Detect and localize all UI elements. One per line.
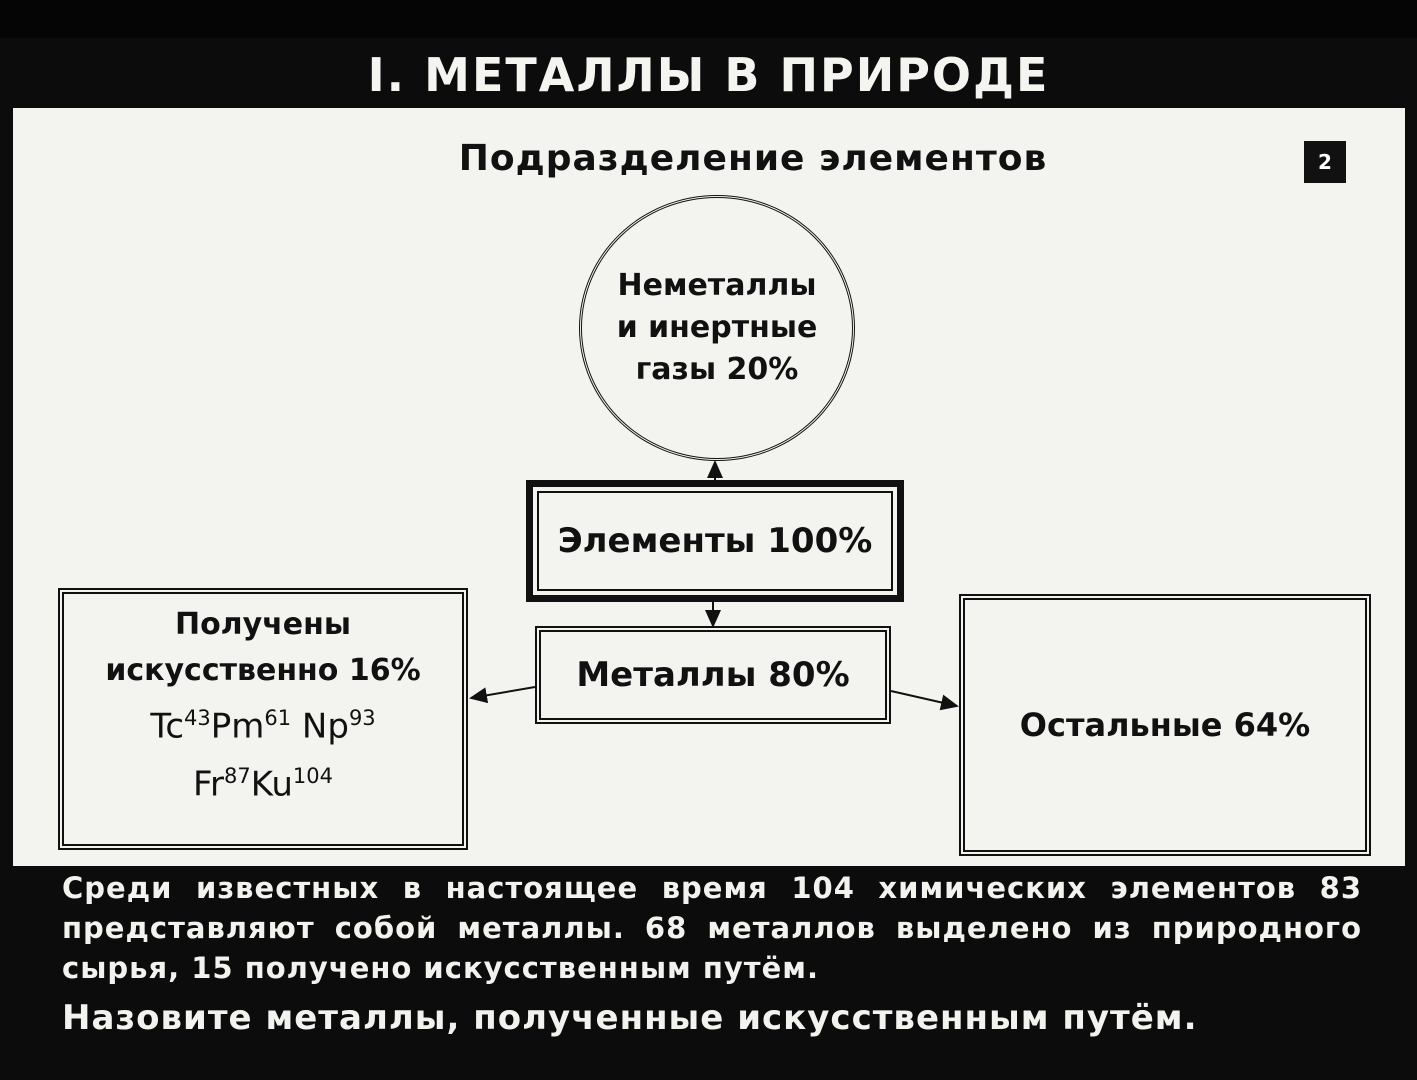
atomic-number: 104 (292, 764, 334, 789)
elements-box (526, 480, 904, 602)
element-symbol: Fr (192, 764, 225, 805)
nonmetals-label-line1: Неметаллы (617, 268, 817, 303)
slide-number-badge: 2 (1304, 141, 1346, 183)
element-formula-row1 (150, 706, 375, 746)
metals-box (535, 626, 891, 724)
nonmetals-label-line3: газы 20% (635, 352, 799, 387)
diagram-panel (13, 108, 1405, 866)
description-text: Среди известных в настоящее время 104 химических элементов 83 представляют собой металлы. 68 металлов выделено из природного сырья, 15 получено искусственным путём. (62, 871, 1362, 985)
artificial-label (105, 602, 420, 694)
atomic-number: 61 (264, 706, 292, 730)
artificial-metals-box (58, 588, 468, 850)
artificial-label-line2: искусственно 16% (105, 653, 421, 688)
atomic-number: 87 (224, 764, 251, 789)
element-symbol: Tc (150, 706, 185, 747)
atomic-number: 93 (348, 706, 376, 730)
slide-title: I. МЕТАЛЛЫ В ПРИРОДЕ (367, 48, 1050, 102)
element-symbol: Np (301, 706, 349, 747)
atomic-number: 43 (184, 706, 211, 730)
element-symbol: Pm (210, 706, 265, 747)
diagram-subtitle: Подразделение элементов (458, 138, 1048, 179)
artificial-label-line1: Получены (174, 607, 352, 642)
frame-top-border (0, 0, 1417, 38)
element-symbol: Ku (250, 764, 293, 805)
rest-label: Остальные 64% (1019, 706, 1311, 744)
nonmetals-circle (579, 195, 855, 461)
arrow-to-rest (891, 691, 957, 706)
elements-label: Элементы 100% (557, 521, 873, 561)
arrow-to-artificial (471, 687, 535, 698)
question-text: Назовите металлы, полученные искусственным путём. (62, 998, 1198, 1038)
metals-label: Металлы 80% (576, 655, 850, 695)
nonmetals-label-line2: и инертные (616, 310, 818, 345)
element-formula-row2 (193, 764, 333, 804)
rest-metals-box (959, 594, 1371, 856)
